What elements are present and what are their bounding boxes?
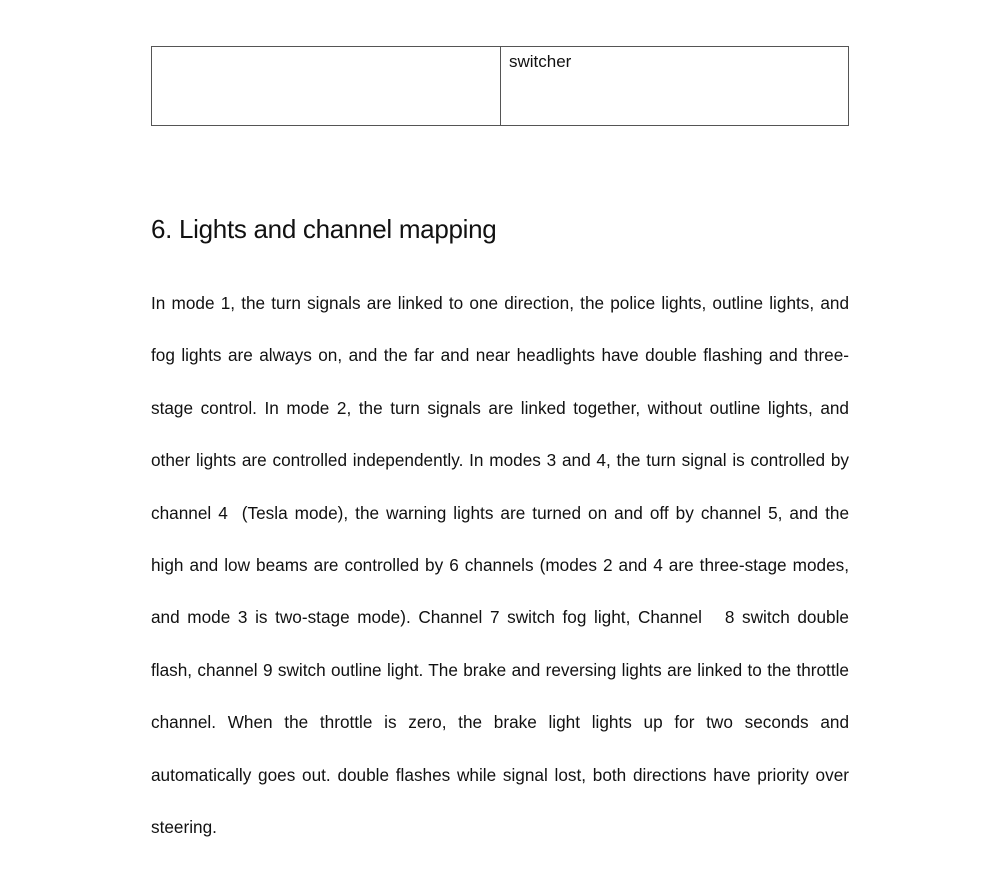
paragraph-line: other lights are controlled independently. In modes 3 and 4, the turn signal is controlled by (151, 450, 849, 471)
table-cell-switcher: switcher (509, 52, 572, 71)
paragraph-line: flash, channel 9 switch outline light. The brake and reversing lights are linked to the throttle (151, 659, 849, 680)
paragraph-line: fog lights are always on, and the far and near headlights have double flashing and three- (151, 345, 849, 366)
paragraph-line: In mode 1, the turn signals are linked to one direction, the police lights, outline lights, and (151, 293, 849, 313)
paragraph-line: channel 4 (Tesla mode), the warning lights are turned on and off by channel 5, and the (151, 502, 849, 523)
paragraph-line: channel. When the throttle is zero, the brake light lights up for two seconds and (151, 712, 849, 733)
paragraph-line: and mode 3 is two-stage mode). Channel 7 switch fog light, Channel 8 switch double (151, 607, 849, 628)
section-heading: 6. Lights and channel mapping (151, 214, 497, 244)
paragraph-line: steering. (151, 816, 217, 837)
table-fragment (151, 46, 849, 126)
paragraph-line: automatically goes out. double flashes while signal lost, both directions have priority over (151, 764, 849, 785)
section-paragraph (151, 284, 849, 860)
table-cell-empty (152, 47, 501, 125)
paragraph-line: high and low beams are controlled by 6 channels (modes 2 and 4 are three-stage modes, (151, 554, 849, 575)
paragraph-line: stage control. In mode 2, the turn signals are linked together, without outline lights, and (151, 397, 849, 418)
